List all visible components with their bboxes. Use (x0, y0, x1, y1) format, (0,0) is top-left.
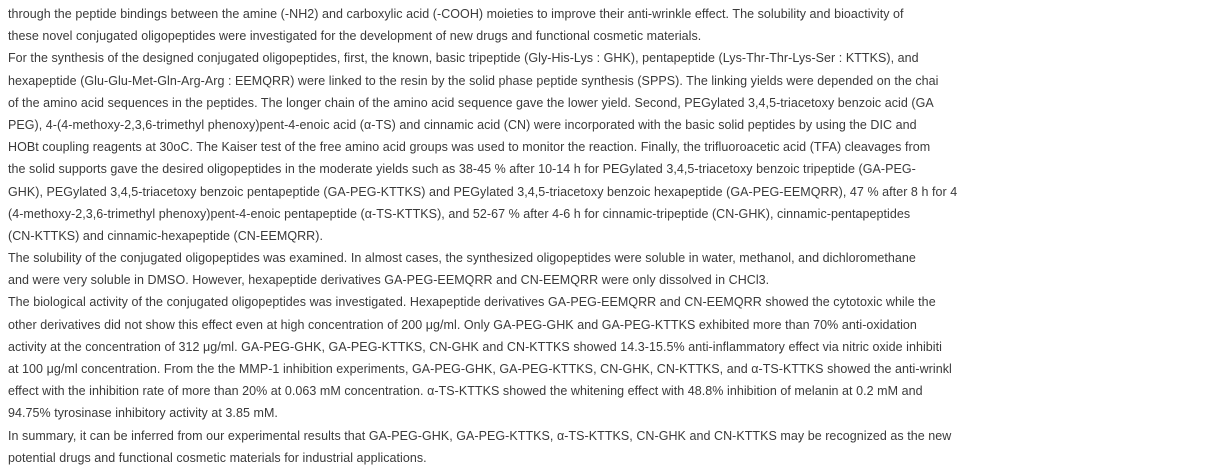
text-line-15: other derivatives did not show this effect even at high concentration of 200 μg/ml. Only GA-PEG-GHK and GA-PEG-KTTKS exhibited more than 70% anti-oxidation (8, 317, 917, 332)
text-line-17: at 100 μg/ml concentration. From the the MMP-1 inhibition experiments, GA-PEG-GHK, GA-PEG-KTTKS, CN-GHK, CN-KTTKS, and α-TS-KTTKS showed the anti-wrinkl (8, 362, 952, 376)
abstract-text (8, 3, 1208, 469)
text-line-18: effect with the inhibition rate of more than 20% at 0.063 mM concentration. α-TS-KTTKS showed the whitening effect with 48.8% inhibition of melanin at 0.2 mM and (8, 384, 923, 399)
text-line-12: The solubility of the conjugated oligopeptides was examined. In almost cases, the synthesized oligopeptides were soluble in water, methanol, and dichloromethane (8, 251, 916, 266)
text-line-7: HOBt coupling reagents at 30oC. The Kaiser test of the free amino acid groups was used to monitor the reaction. Finally, the trifluoroacetic acid (TFA) cleavages from (8, 140, 931, 155)
text-line-19: 94.75% tyrosinase inhibitory activity at 3.85 mM. (8, 406, 278, 421)
text-line-6: PEG), 4-(4-methoxy-2,3,6-trimethyl phenoxy)pent-4-enoic acid (α-TS) and cinnamic acid (CN) were incorporated with the basic solid peptides by using the DIC and (8, 117, 917, 132)
text-line-10: (4-methoxy-2,3,6-trimethyl phenoxy)pent-4-enoic pentapeptide (α-TS-KTTKS), and 52-67 % after 4-6 h for cinnamic-tripeptide (CN-GHK), cinnamic-pentapeptides (8, 206, 911, 221)
text-line-20: In summary, it can be inferred from our experimental results that GA-PEG-GHK, GA-PEG-KTTKS, α-TS-KTTKS, CN-GHK and CN-KTTKS may be recognized as the new (8, 428, 952, 443)
text-line-5: of the amino acid sequences in the peptides. The longer chain of the amino acid sequence gave the lower yield. Second, PEGylated 3,4,5-triacetoxy benzoic acid (GA (8, 95, 934, 110)
text-line-16: activity at the concentration of 312 μg/ml. GA-PEG-GHK, GA-PEG-KTTKS, CN-GHK and CN-KTTKS showed 14.3-15.5% anti-inflammatory effect via nitric oxide inhibiti (8, 339, 942, 354)
text-line-4: hexapeptide (Glu-Glu-Met-Gln-Arg-Arg : EEMQRR) were linked to the resin by the solid phase peptide synthesis (SPPS). The linking yields were depended on the chai (8, 73, 939, 88)
text-line-21: potential drugs and functional cosmetic materials for industrial applications. (8, 450, 427, 465)
text-line-3: For the synthesis of the designed conjugated oligopeptides, first, the known, basic tripeptide (Gly-His-Lys : GHK), pentapeptide (Lys-Thr-Thr-Lys-Ser : KTTKS), and (8, 51, 919, 66)
text-line-2: these novel conjugated oligopeptides were investigated for the development of new drugs and functional cosmetic materials. (8, 29, 702, 44)
text-line-14: The biological activity of the conjugated oligopeptides was investigated. Hexapeptide derivatives GA-PEG-EEMQRR and CN-EEMQRR showed the cytotoxic while the (8, 295, 936, 310)
text-line-9: GHK), PEGylated 3,4,5-triacetoxy benzoic pentapeptide (GA-PEG-KTTKS) and PEGylated 3,4,5-triacetoxy benzoic hexapeptide (GA-PEG-EEMQRR), 47 % after 8 h for 4 (8, 184, 958, 199)
text-line-8: the solid supports gave the desired oligopeptides in the moderate yields such as 38-45 % after 10-14 h for PEGylated 3,4,5-triacetoxy benzoic tripeptide (GA-PEG- (8, 162, 916, 177)
text-line-11: (CN-KTTKS) and cinnamic-hexapeptide (CN-EEMQRR). (8, 228, 323, 243)
text-line-13: and were very soluble in DMSO. However, hexapeptide derivatives GA-PEG-EEMQRR and CN-EEMQRR were only dissolved in CHCl3. (8, 273, 770, 288)
text-line-1: through the peptide bindings between the amine (-NH2) and carboxylic acid (-COOH) moieties to improve their anti-wrinkle effect. The solubility and bioactivity of (8, 7, 904, 21)
